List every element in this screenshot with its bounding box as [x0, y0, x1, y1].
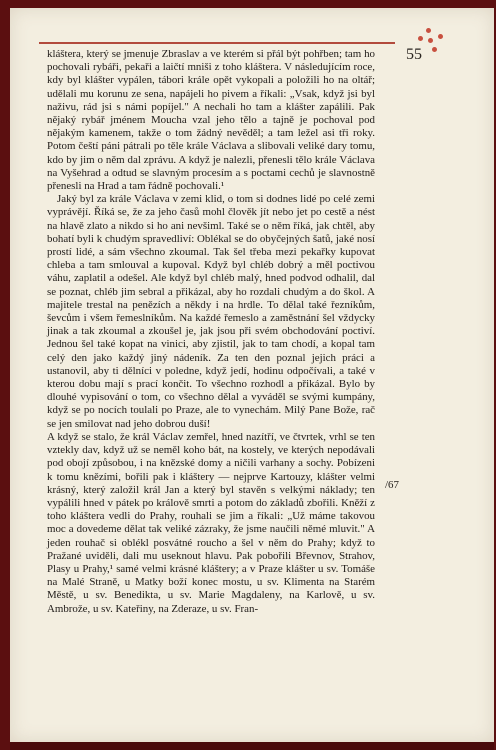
paragraph-1: kláštera, který se jmenuje Zbraslav a ve kterém si přál být pohřben; tam ho pochovali rybáři, pekaři a laičtí mniši z toho kláštera. V následujícím roce, kdy byl klášter vypálen, tábori krále opět vykopali a položili ho na oltář; udělali mu korunu ze sena, napájeli ho pivem a říkali: „Vsak, když jsi byl naživu, rád jsi s námi popíjel." A nechali ho tam a klášter zapálili. Pak nějaký rybář jménem Moucha vzal jeho tělo a tajně je pochoval pod nějakým kamenem, takže o tom žádný nevěděl; a tam ležel asi tři roky. Potom čeští páni pátrali po těle krále Václava a slibovali veliké dary tomu, kdo by jim o něm dal zprávu. A když je nalezli, přenesli tělo krále Václava na Vyšehrad a odtud se slavným procesím a s poctami cechů je slavnostně přenesli na Hrad a tam řádně pochovali.¹ — [47, 48, 375, 193]
page-number: 55 — [406, 46, 422, 63]
margin-page-reference: /67 — [385, 479, 399, 491]
book-edge — [10, 742, 494, 750]
paragraph-2: Jaký byl za krále Václava v zemi klid, o tom si dodnes lidé po celé zemi vyprávějí. Říká se, že za jeho časů mohl člověk jít nebo jet po cestě a nést na hlavě zlato a nikdo si ho ani nevšiml. Také se o něm říká, jak chtěl, aby bohatí byli k chudým spravedliví: Oblékal se do obyčejných šatů, jaké nosí prostí lidé, a sám všechno zkoumal. Tak šel třeba mezi pekařky kupovat chleba a tam smlouval a kupoval. Když byl chléb dobrý a měl poctivou váhu, zaplatil a odešel. Ale když byl chléb malý, hned podvod odhalil, dal se poznat, chléb jim sebral a přikázal, aby ho rozdali chudým a do škol. A majitele trestal na penězích a někdy i na hrdle. To dělal také řezníkům, ševcům i všem řemeslníkům. Na každé řemeslo a zaměstnání šel vždycky jinak a tak zkoumal a zkoušel je, jak jsou při svém obchodování poctiví. Jednou šel také kopat na vinici, aby zjistil, jak to tam chodí, a kopal tam celý den jako každý jiný nádeník. Za ten den poznal jejich práci a ustanovil, aby ti dělníci v poledne, když jedí, hodinu odpočívali, a také v kterou dobu mají s prací končit. To všechno rozhodl a přikázal. Bylo by dlouhé vypisování o tom, co všechno dělal a vyváděl se svými kumpány, když se po nocích toulali po Praze, ale to vynechám. Milý Pane Bože, rač se jen smilovat nad jeho dobrou duší! — [47, 193, 375, 430]
body-text — [47, 48, 375, 616]
paragraph-3: A když se stalo, že král Václav zemřel, hned nazítří, ve čtvrtek, vrhl se ten vztekly dav, když už se neměl koho bát, na kostely, ve kterých nepodávali pod obojí způsobou, i na knězské domy a ničili varhany a sochy. Pobízeni k tomu knězími, bořili pak i kláštery — nejprve Kartouzy, klášter velmi krásný, který založil král Jan a který byl stavěn s velkými náklady; ten vypálili hned v pátek po králově smrti a potom do základů zbořili. Kněží z toho kláštera vedli do Prahy, rouhali se jim a říkali: „Už máme takovou moc a dovedeme dělat tak veliké zázraky, že jsme naučili němé mluvit." A jeden rouhač si oblékl posvátné roucho a šel v něm do Prahy; když to Pražané uviděli, dali mu useknout hlavu. Pak pobořili Břevnov, Strahov, Plasy u Prahy,¹ samé velmi krásné kláštery; a v Praze klášter u sv. Tomáše na Malé Straně, u Matky boží konec mostu, u sv. Klimenta na Starém Městě, u sv. Benedikta, u sv. Marie Magdaleny, na Karlově, u sv. Ambrože, u sv. Kateřiny, na Zderaze, u sv. Fran- — [47, 430, 375, 615]
ornament-dots — [418, 28, 448, 54]
header-rule — [39, 42, 395, 44]
